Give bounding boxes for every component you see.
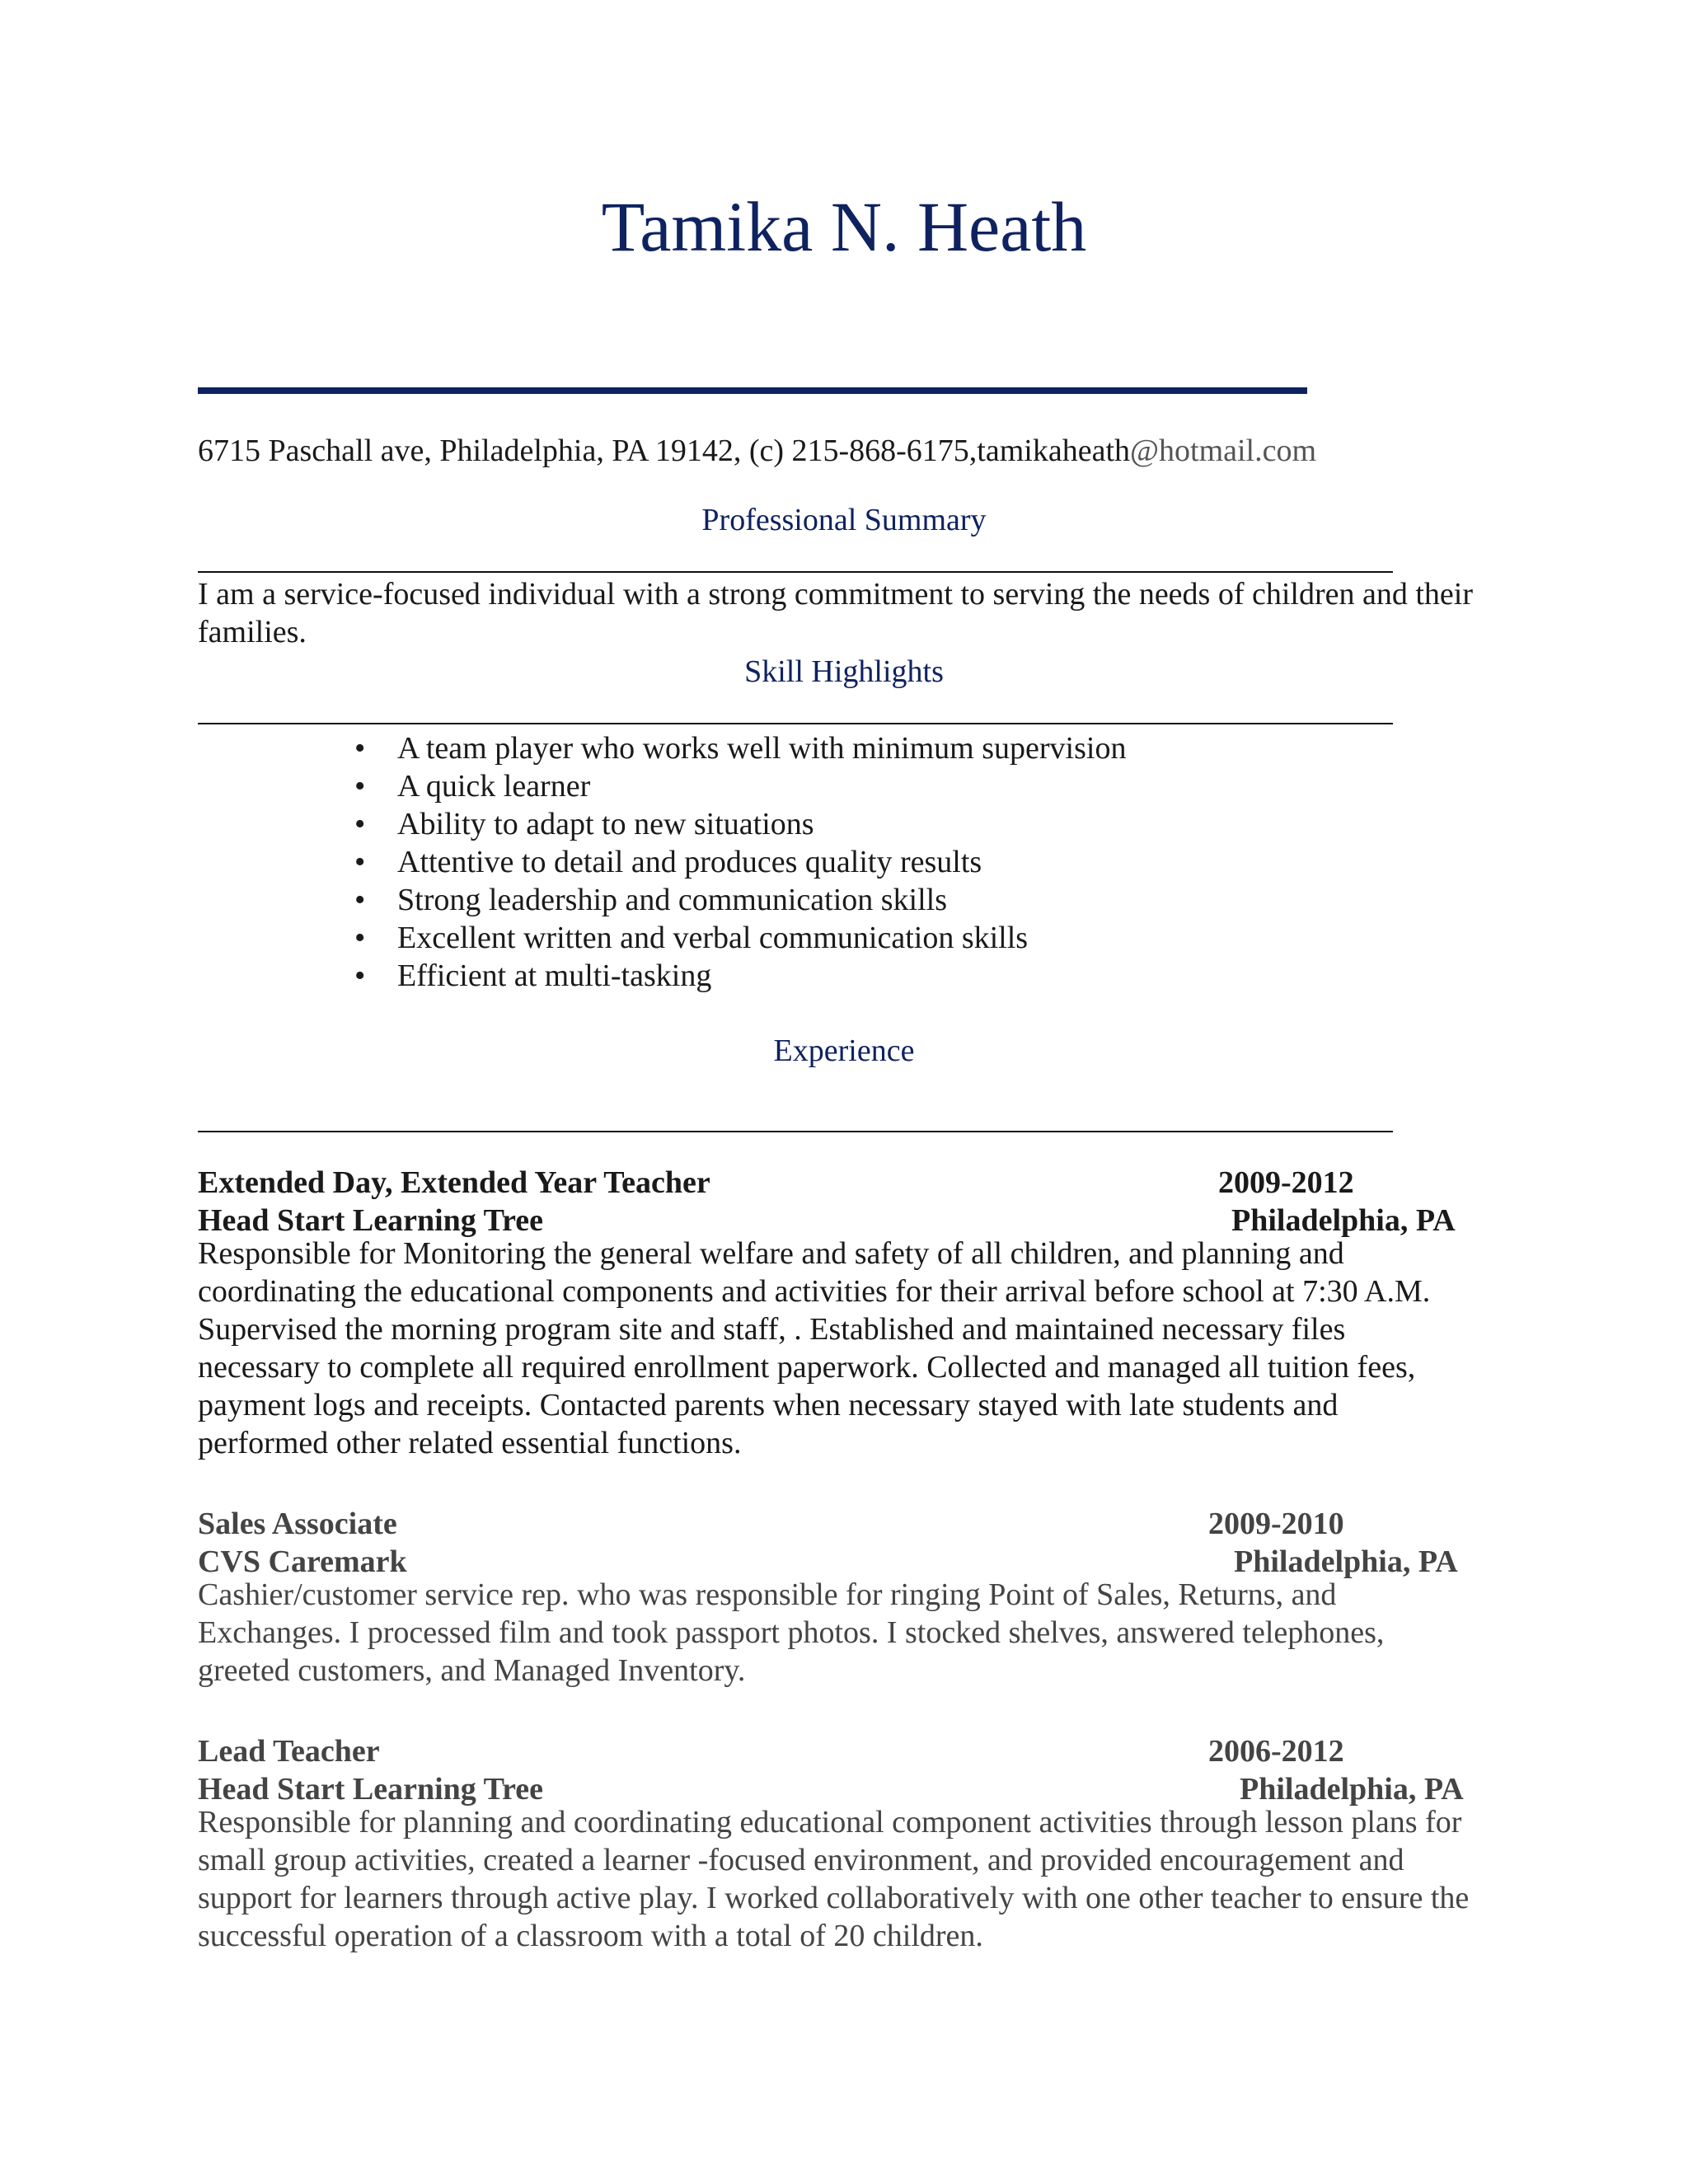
job-employer: CVS Caremark: [198, 1544, 407, 1579]
skills-list: [346, 729, 1126, 995]
summary-text: I am a service-focused individual with a strong commitment to serving the needs of children and their families.: [198, 577, 1473, 649]
skills-divider: [198, 723, 1393, 724]
list-item: • A team player who works well with minimum supervision: [346, 729, 1126, 767]
contact-line: [198, 435, 1316, 466]
candidate-name: Tamika N. Heath: [601, 187, 1087, 266]
section-title-skills: Skill Highlights: [744, 654, 944, 689]
list-item: • Strong leadership and communication skills: [346, 881, 1126, 919]
list-item: • Efficient at multi-tasking: [346, 957, 1126, 995]
job-dates: 2009-2010: [1208, 1507, 1344, 1541]
experience-divider: [198, 1131, 1393, 1132]
job-description: Cashier/customer service rep. who was responsible for ringing Point of Sales, Returns, and Exchanges. I processed film and took passport photos. I stocked shelves, answered telephones, greeted customers, and Managed Inventory.: [198, 1577, 1385, 1688]
job-employer: Head Start Learning Tree: [198, 1772, 544, 1807]
contact-email-domain: @hotmail.com: [1130, 434, 1317, 468]
job-location: Philadelphia, PA: [1234, 1544, 1458, 1579]
list-item: • Excellent written and verbal communication skills: [346, 919, 1126, 957]
header-divider: [198, 387, 1307, 394]
job-dates: 2009-2012: [1218, 1165, 1354, 1200]
job-title: Lead Teacher: [198, 1734, 380, 1769]
job-location: Philadelphia, PA: [1240, 1772, 1464, 1807]
summary-divider: [198, 571, 1393, 573]
list-item: • A quick learner: [346, 767, 1126, 805]
list-item: • Attentive to detail and produces quality results: [346, 843, 1126, 881]
list-item: • Ability to adapt to new situations: [346, 805, 1126, 843]
job-dates: 2006-2012: [1208, 1734, 1344, 1769]
section-title-summary: Professional Summary: [701, 503, 987, 537]
job-location: Philadelphia, PA: [1231, 1203, 1456, 1238]
job-description: Responsible for Monitoring the general welfare and safety of all children, and planning and coordinating the educational components and activities for their arrival before school at 7:30 A.M. Supervised the morning program site and staff, . Established and maintained necessary files necessary to complete all required enrollment paperwork. Collected and managed all tuition fees, payment logs and receipts. Contacted parents when necessary stayed with late students and performed other related essential functions.: [198, 1236, 1431, 1460]
section-title-experience: Experience: [773, 1033, 915, 1068]
job-employer: Head Start Learning Tree: [198, 1203, 544, 1238]
contact-address-phone: 6715 Paschall ave, Philadelphia, PA 19142, (c) 215-868-6175,tamikaheath: [198, 434, 1131, 468]
job-title: Extended Day, Extended Year Teacher: [198, 1165, 710, 1200]
job-title: Sales Associate: [198, 1507, 397, 1541]
job-description: Responsible for planning and coordinating educational component activities through lesson plans for small group activities, created a learner -focused environment, and provided encouragement and support for learners through active play. I worked collaboratively with one other teacher to ensure the successful operation of a classroom with a total of 20 children.: [198, 1805, 1470, 1953]
